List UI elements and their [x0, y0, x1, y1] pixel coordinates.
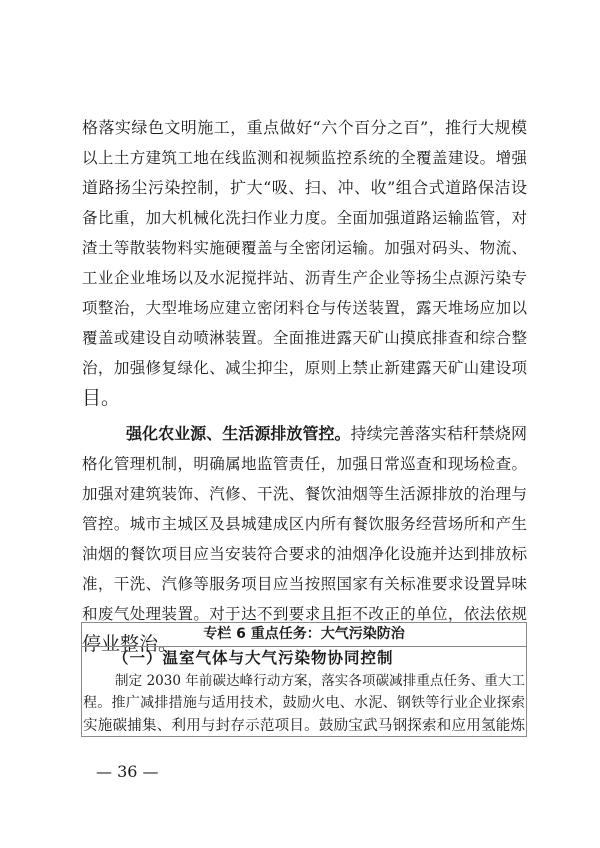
text-line: 道路扬尘污染控制，扩大“吸、扫、冲、收”组合式道路保洁设 — [82, 178, 527, 197]
paragraph-dust-control — [82, 113, 527, 413]
page-number: — 36 — — [96, 762, 159, 781]
text-line: 项整治，大型堆场应建立密闭料仓与传送装置，露天堆场应加以 — [82, 299, 527, 317]
text-line: 格化管理机制，明确属地监管责任，加强日常巡查和现场检查。 — [82, 455, 527, 473]
body-text — [82, 113, 527, 659]
text-line: 停业整治。 — [82, 633, 178, 655]
box-subheading: （一）温室气体与大气污染物协同控制 — [113, 648, 394, 667]
text-line: 油烟的餐饮项目应当安装符合要求的油烟净化设施并达到排放标 — [82, 545, 527, 563]
text-line: 治，加强修复绿化、减尘抑尘，原则上禁止新建露天矿山建设项 — [82, 359, 527, 377]
text-line: 备比重，加大机械化洗扫作业力度。全面加强道路运输监管，对 — [82, 209, 527, 227]
box-text-line: 制定 2030 年前碳达峰行动方案，落实各项碳减排重点任务、重大工 — [115, 672, 525, 689]
text-line: 和废气处理装置。对于达不到要求且拒不改正的单位，依法依规 — [82, 605, 527, 623]
text-line: 以上土方建筑工地在线监测和视频监控系统的全覆盖建设。增强 — [82, 149, 527, 167]
text-line: 加强对建筑装饰、汽修、干洗、餐饮油烟等生活源排放的治理与 — [82, 485, 527, 503]
text-line: 准，干洗、汽修等服务项目应当按照国家有关标准要求设置异味 — [82, 575, 527, 593]
box-text-line: 程。推广减排措施与适用技术，鼓励火电、水泥、钢铁等行业企业探索 — [83, 695, 525, 711]
column-box-key-tasks — [81, 622, 527, 737]
box-body — [82, 647, 526, 737]
paragraph-heading-rest: 持续完善落实秸秆禁烧网 — [350, 424, 527, 443]
box-text-line: 实施碳捕集、利用与封存示范项目。鼓励宝武马钢探索和应用氢能炼 — [83, 717, 525, 734]
text-line: 格落实绿色文明施工，重点做好“六个百分之百”，推行大规模 — [82, 118, 527, 137]
text-line: 渣土等散装物料实施硬覆盖与全密闭运输。加强对码头、物流、 — [82, 239, 527, 257]
text-line: 目。 — [82, 387, 121, 409]
text-line-first — [82, 419, 527, 449]
text-line: 工业企业堆场以及水泥搅拌站、沥青生产企业等扬尘点源污染专 — [82, 269, 527, 287]
box-title: 专栏 6 重点任务：大气污染防治 — [82, 623, 526, 647]
text-line: 覆盖或建设自动喷淋装置。全面推进露天矿山摸底排查和综合整 — [82, 329, 527, 347]
paragraph-heading: 强化农业源、生活源排放管控。 — [126, 424, 351, 443]
text-line: 管控。城市主城区及县城建成区内所有餐饮服务经营场所和产生 — [82, 515, 527, 533]
